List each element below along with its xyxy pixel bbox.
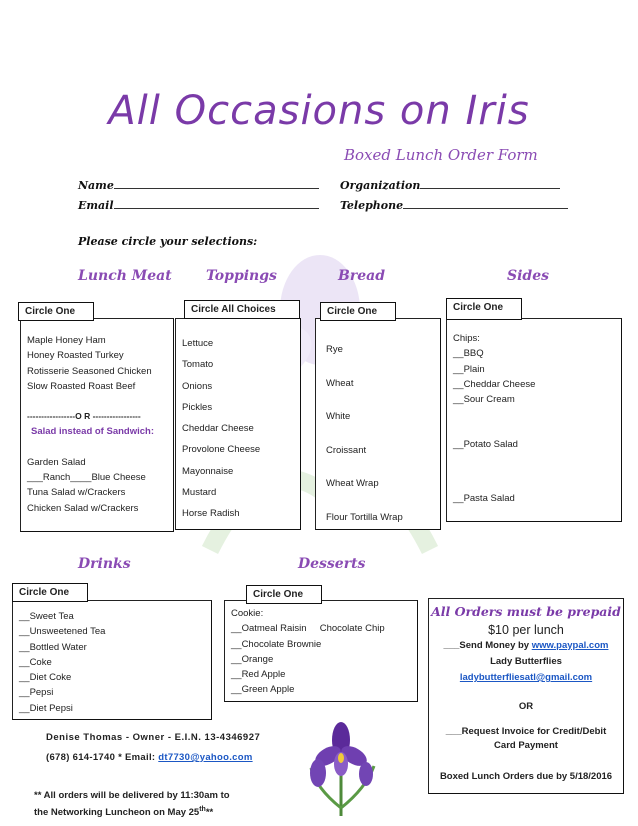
delivery-note	[34, 789, 230, 820]
cookie-label: Cookie:	[231, 608, 264, 619]
toppings-heading: Toppings	[206, 268, 277, 284]
meat-item[interactable]: Slow Roasted Roast Beef	[27, 380, 136, 392]
meat-item[interactable]: Rotisserie Seasoned Chicken	[27, 365, 152, 377]
topping-item[interactable]: Mustard	[182, 487, 217, 499]
bread-box	[315, 318, 441, 530]
delivery-sup: th	[199, 806, 206, 813]
chips-item[interactable]: __Sour Cream	[453, 394, 515, 406]
name-label: Name	[78, 179, 114, 192]
salad-item[interactable]: Chicken Salad w/Crackers	[27, 502, 139, 514]
bread-item[interactable]: Flour Tortilla Wrap	[326, 511, 403, 523]
page-title: All Occasions on Iris	[108, 88, 530, 134]
bread-item[interactable]: Croissant	[326, 444, 367, 456]
salad-note: Salad instead of Sandwich:	[31, 426, 154, 438]
invoice-line1: ___Request Invoice for Credit/Debit	[445, 726, 607, 737]
email-field[interactable]	[78, 198, 319, 212]
page-subtitle: Boxed Lunch Order Form	[344, 146, 538, 164]
chips-item[interactable]: __Cheddar Cheese	[453, 378, 536, 390]
telephone-label: Telephone	[340, 199, 404, 212]
or-divider: -----------------O R -----------------	[27, 411, 141, 422]
name-field[interactable]	[78, 178, 319, 192]
topping-item[interactable]: Lettuce	[182, 338, 214, 349]
topping-item[interactable]: Onions	[182, 380, 213, 392]
bread-item[interactable]: Wheat Wrap	[326, 478, 379, 489]
paypal-link[interactable]: www.paypal.com	[531, 640, 609, 651]
sides-box	[446, 318, 622, 522]
lunch-meat-box	[20, 318, 174, 532]
drink-item[interactable]: __Coke	[19, 656, 52, 668]
circle-one-tag: Circle One	[446, 298, 522, 320]
chips-item[interactable]: __Plain	[453, 363, 485, 375]
salad-item[interactable]: Garden Salad	[27, 456, 86, 468]
oatmeal-item[interactable]: __Oatmeal Raisin	[231, 623, 307, 635]
lunch-meat-heading: Lunch Meat	[78, 268, 172, 284]
topping-item[interactable]: Mayonnaise	[182, 465, 234, 477]
meat-item[interactable]: Honey Roasted Turkey	[27, 350, 124, 362]
topping-item[interactable]: Pickles	[182, 401, 213, 413]
dessert-item[interactable]: __Orange	[231, 653, 274, 665]
owner-email-link[interactable]: dt7730@yahoo.com	[158, 752, 253, 763]
invoice-line2: Card Payment	[494, 740, 558, 751]
chocolate-chip-item[interactable]: Chocolate Chip	[319, 623, 385, 635]
bread-heading: Bread	[338, 268, 385, 284]
drink-item[interactable]: __Sweet Tea	[19, 611, 74, 622]
chips-label: Chips:	[453, 333, 480, 344]
topping-item[interactable]: Horse Radish	[182, 508, 240, 520]
organization-label: Organization	[340, 179, 421, 192]
bread-item[interactable]: Rye	[326, 344, 343, 355]
bread-item[interactable]: White	[326, 411, 351, 422]
drink-item[interactable]: __Unsweetened Tea	[19, 626, 106, 638]
drink-item[interactable]: __Bottled Water	[19, 641, 87, 653]
iris-flower-image	[296, 718, 386, 818]
drinks-box	[12, 600, 212, 720]
telephone-field[interactable]	[340, 198, 568, 212]
pasta-salad-item[interactable]: __Pasta Salad	[453, 492, 515, 504]
due-date-text: Boxed Lunch Orders due by 5/18/2016	[439, 771, 613, 782]
toppings-box	[175, 318, 301, 530]
desserts-box	[224, 600, 418, 702]
prepaid-heading: All Orders must be prepaid	[431, 604, 621, 619]
drinks-heading: Drinks	[78, 556, 131, 572]
drink-item[interactable]: __Diet Coke	[19, 672, 72, 684]
topping-item[interactable]: Tomato	[182, 359, 214, 371]
topping-item[interactable]: Cheddar Cheese	[182, 423, 254, 435]
price-text: $10 per lunch	[488, 623, 564, 637]
drink-item[interactable]: __Pepsi	[19, 687, 54, 699]
delivery-line1: ** All orders will be delivered by 11:30am to	[34, 790, 230, 801]
desserts-heading: Desserts	[298, 556, 366, 572]
payment-box	[428, 598, 624, 794]
or-text: OR	[518, 701, 534, 712]
instruction-text: Please circle your selections:	[78, 235, 258, 248]
send-money-text: ___Send Money by	[443, 640, 532, 651]
salad-item[interactable]: Tuna Salad w/Crackers	[27, 487, 126, 499]
contact-line	[46, 752, 253, 763]
potato-salad-item[interactable]: __Potato Salad	[453, 439, 518, 451]
dessert-item[interactable]: __Chocolate Brownie	[231, 638, 322, 650]
circle-one-tag: Circle One	[12, 583, 88, 602]
circle-one-tag: Circle One	[320, 302, 396, 321]
chips-item[interactable]: __BBQ	[453, 348, 484, 360]
drink-item[interactable]: __Diet Pepsi	[19, 702, 73, 714]
delivery-end: **	[205, 807, 214, 819]
bread-item[interactable]: Wheat	[326, 377, 354, 389]
meat-item[interactable]: Maple Honey Ham	[27, 335, 106, 346]
salad-item[interactable]: ___Ranch____Blue Cheese	[27, 472, 146, 484]
dessert-item[interactable]: __Green Apple	[231, 684, 295, 696]
owner-info: Denise Thomas - Owner - E.I.N. 13-4346927	[46, 732, 261, 743]
delivery-line2: the Networking Luncheon on May 25	[34, 807, 200, 819]
circle-all-tag: Circle All Choices	[184, 300, 300, 319]
topping-item[interactable]: Provolone Cheese	[182, 444, 261, 456]
dessert-item[interactable]: __Red Apple	[231, 669, 286, 681]
email-label: Email	[78, 199, 114, 212]
payment-email-link[interactable]: ladybutterfliesatl@gmail.com	[459, 672, 593, 683]
lady-butterflies-text: Lady Butterflies	[490, 656, 562, 667]
circle-one-tag: Circle One	[246, 585, 322, 604]
circle-one-tag: Circle One	[18, 302, 94, 321]
organization-field[interactable]	[340, 178, 560, 192]
phone-text: (678) 614-1740 * Email:	[46, 752, 159, 763]
sides-heading: Sides	[507, 268, 550, 284]
